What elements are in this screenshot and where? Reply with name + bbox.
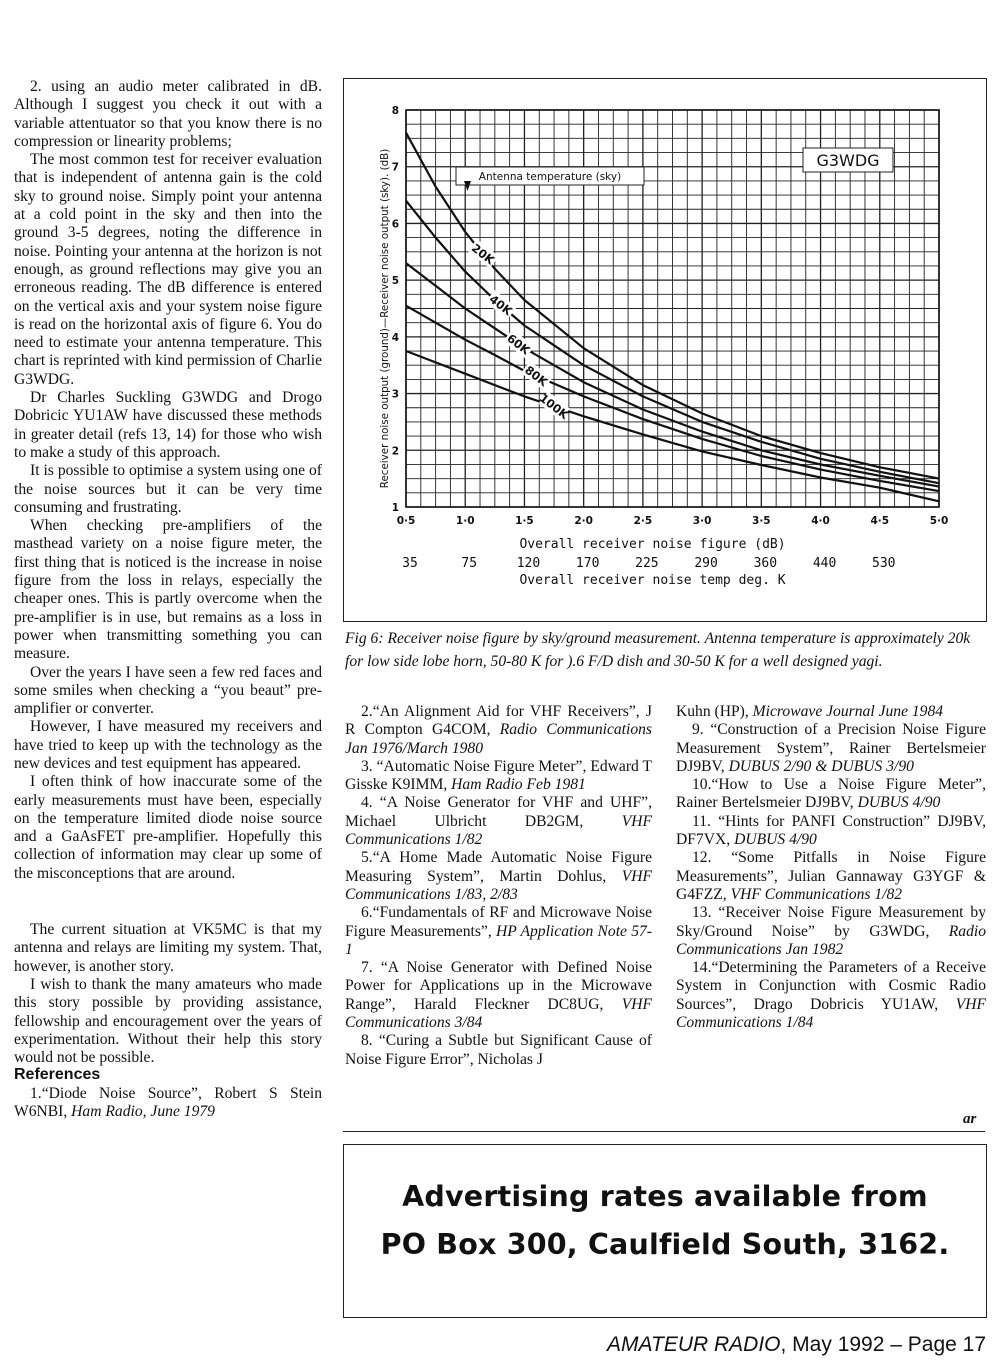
y-tick-label: 3 [391, 388, 399, 401]
issue-page: , May 1992 – Page 17 [780, 1333, 986, 1356]
references-column-b [676, 703, 986, 1032]
y-tick-label: 4 [391, 331, 399, 344]
reference-source: Radio Communications Jan 1976/March 1980 [345, 721, 652, 757]
reference-text: Kuhn (HP), [676, 703, 753, 720]
temperature-label: 75 [461, 556, 478, 571]
temperature-label: 290 [694, 556, 718, 571]
temperature-label: 225 [635, 556, 659, 571]
x-tick-label: 1·0 [455, 515, 475, 527]
x-tick-label: 5·0 [929, 515, 949, 527]
x-tick-label: 3·0 [692, 515, 712, 527]
end-mark: ar [963, 1111, 977, 1127]
ad-line-2: PO Box 300, Caulfield South, 3162. [380, 1228, 950, 1261]
reference-item [676, 813, 986, 850]
reference-source: DUBUS 4/90 [857, 794, 941, 812]
x-tick-label: 0·5 [396, 515, 416, 527]
reference-item [676, 703, 986, 721]
body-paragraph: I wish to thank the many amateurs who made this story possible by providing assistance, fellowship and encouragement over the years of experimentation. Without their help this story would not be possible. [14, 975, 322, 1067]
body-paragraph: However, I have measured my receivers and have tried to keep up with the technology as the new devices and test equipment has appeared. [14, 718, 322, 772]
reference-item [14, 1085, 322, 1122]
x-tick-label: 2·5 [633, 515, 653, 527]
temperature-label: 170 [575, 556, 600, 571]
reference-text: 10.“How to Use a Noise Figure Meter”, Rainer Bertelsmeier DJ9BV, [676, 776, 986, 812]
figure-caption: Fig 6: Receiver noise figure by sky/ground measurement. Antenna temperature is approximately 20k for low side lobe horn, 50-80 K for ).6 F/D dish and 30-50 K for a well designed yagi. [345, 630, 971, 670]
reference-item [345, 794, 652, 849]
reference-item [345, 904, 652, 959]
reference-text: 2.“An Alignment Aid for VHF Receivers”, J R Compton G4COM, [345, 703, 652, 739]
legend-label: Antenna temperature (sky) [478, 171, 622, 183]
reference-text: 12. “Some Pitfalls in Noise Figure Measurements”, Julian Gannaway G3YGF & G4FZZ, [676, 849, 986, 903]
reference-source: HP Application Note 57-1 [345, 922, 653, 958]
body-paragraph: When checking pre-amplifiers of the masthead variety on a noise figure meter, the first thing that is noticed is the increase in noise figure from the loss in relays, especially the cheaper ones. This is partly overcome when the pre-amplifier is in use, but remains as a loss in power when transmitting something you can measure. [14, 517, 322, 663]
body-paragraph: The current situation at VK5MC is that my antenna and relays are limiting my system. That, however, is another story. [14, 921, 322, 975]
reference-source: DUBUS 4/90 [734, 831, 817, 849]
noise-figure-chart [344, 79, 986, 621]
reference-text: 11. “Hints for PANFI Construction” DJ9BV, DF7VX, [676, 812, 986, 849]
reference-text: 1.“Diode Noise Source”, Robert S Stein W6NBI, [14, 1084, 322, 1121]
reference-text: 13. “Receiver Noise Figure Measurement by Sky/Ground Noise” by G3WDG, [676, 904, 986, 940]
reference-item [676, 721, 986, 776]
reference-source: Ham Radio Feb 1981 [451, 776, 586, 794]
reference-source: Microwave Journal June 1984 [752, 703, 944, 720]
series-label: 80K [522, 362, 551, 390]
body-paragraph: 2. using an audio meter calibrated in dB. Although I suggest you check it out with a variable attentuator so that you know there is no compression or linearity problems; [14, 78, 322, 150]
body-paragraph: Over the years I have seen a few red faces and some smiles when checking a “you beaut” pre-amplifier or converter. [14, 663, 322, 718]
y-axis-label: Receiver noise output (ground)—Receiver noise output (sky). (dB) [379, 148, 391, 489]
left-column [14, 78, 322, 1121]
reference-item [345, 849, 652, 904]
temperature-label: 360 [753, 556, 778, 571]
reference-item [676, 904, 986, 959]
x-axis-label: Overall receiver noise figure (dB) [519, 537, 786, 552]
body-paragraph: The most common test for receiver evaluation that is independent of antenna gain is the cold sky to ground noise. Simply point your antenna at a cold point in the sky and then into the ground 3-5 degrees, noting the difference in noise. Pointing your antenna at the horizon is not enough, as ground reflections may give you an erroneous reading. The dB difference is entered on the vertical axis and your system noise figure is read on the horizontal axis of figure 6. You do need to estimate your antenna temperature. This chart is reprinted with kind permission of Charlie G3WDG. [14, 151, 322, 388]
reference-text: 5.“A Home Made Automatic Noise Figure Measuring System”, Martin Dohlus, [345, 849, 652, 885]
series-label: 60K [504, 331, 533, 358]
references-column-a [345, 703, 652, 1069]
y-tick-label: 8 [391, 105, 399, 117]
reference-source: DUBUS 2/90 & DUBUS 3/90 [728, 757, 914, 775]
temperature-label: 440 [812, 556, 837, 571]
reference-item [345, 703, 652, 758]
reference-text: 6.“Fundamentals of RF and Microwave Noise Figure Measurements”, [345, 904, 652, 940]
body-paragraph: Dr Charles Suckling G3WDG and Drogo Dobricic YU1AW have discussed these methods in greater detail (refs 13, 14) for those who wish to make a study of this approach. [14, 389, 322, 461]
reference-text: 4. “A Noise Generator for VHF and UHF”, Michael Ulbricht DB2GM, [345, 794, 652, 830]
body-paragraph: It is possible to optimise a system using one of the noise sources but it can be very time consuming and frustrating. [14, 462, 322, 516]
reference-source: VHF Communications 1/82 [345, 812, 652, 849]
reference-item [676, 849, 986, 904]
body-paragraph: I often think of how inaccurate some of the early measurements must have been, especially on the temperature limited diode noise source and a GaAsFET pre-amplifier. Hopefully this collection of information may clear up some of the misconceptions that are around. [14, 773, 322, 882]
reference-text: 14.“Determining the Parameters of a Receive System in Conjunction with Cosmic Radio Sources”, Drago Dobricis YU1AW, [676, 959, 986, 1013]
ad-line-1: Advertising rates available from [402, 1180, 928, 1213]
reference-source: Ham Radio, June 1979 [71, 1103, 215, 1121]
reference-text: 8. “Curing a Subtle but Significant Cause of Noise Figure Error”, Nicholas J [345, 1032, 652, 1068]
secondary-x-axis-label: Overall receiver noise temp deg. K [519, 573, 786, 588]
y-tick-label: 1 [391, 502, 399, 514]
reference-item [345, 1032, 652, 1069]
x-tick-label: 3·5 [752, 515, 771, 527]
x-tick-label: 4·5 [870, 515, 890, 527]
advertising-box [343, 1144, 987, 1318]
x-tick-label: 2·0 [574, 515, 593, 527]
reference-source: VHF Communications 3/84 [345, 995, 652, 1032]
x-tick-label: 1·5 [515, 515, 534, 527]
reference-text: 9. “Construction of a Precision Noise Figure Measurement System”, Rainer Bertelsmeier DJ9BV, [676, 721, 986, 775]
y-tick-label: 5 [391, 275, 399, 288]
reference-item [676, 959, 986, 1032]
y-tick-label: 6 [391, 218, 399, 231]
reference-source: VHF Communications 1/84 [676, 995, 986, 1032]
series-label: 20K [468, 240, 498, 268]
y-tick-label: 7 [391, 161, 399, 174]
reference-source: VHF Communications 1/83, 2/83 [345, 867, 652, 903]
x-tick-label: 4·0 [811, 515, 830, 527]
temperature-label: 530 [872, 556, 896, 571]
references-heading: References [14, 1066, 101, 1084]
series-label: 100K [536, 390, 572, 422]
reference-item [345, 959, 652, 1032]
reference-source: Radio Communications Jan 1982 [676, 922, 986, 958]
section-divider [343, 1131, 985, 1132]
reference-item [345, 758, 652, 795]
series-label: 40K [486, 291, 515, 319]
temperature-label: 120 [516, 556, 541, 571]
page-footer [607, 1333, 986, 1357]
chart-watermark: G3WDG [816, 151, 880, 170]
figure-6-frame [343, 78, 987, 622]
reference-text: 3. “Automatic Noise Figure Meter”, Edward T Gisske K9IMM, [345, 757, 652, 794]
reference-text: 7. “A Noise Generator with Defined Noise Power for Applications up in the Microwave Range”, Harald Fleckner DC8UG, [345, 959, 652, 1013]
reference-item [676, 776, 986, 813]
publication-name: AMATEUR RADIO [607, 1333, 781, 1356]
y-tick-label: 2 [391, 445, 399, 458]
reference-source: VHF Communications 1/82 [730, 885, 903, 903]
temperature-label: 35 [402, 556, 418, 571]
